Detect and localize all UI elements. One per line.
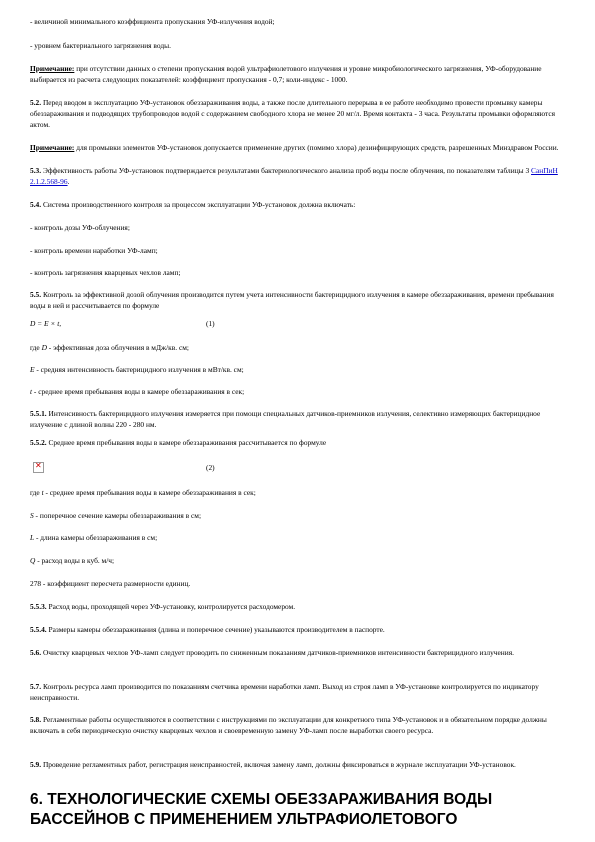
paragraph-text: - расход воды в куб. м/ч;: [35, 556, 115, 565]
paragraph: [30, 681, 570, 703]
formula-number: (1): [206, 319, 215, 328]
symbol: Q: [30, 556, 36, 565]
clause-number: 5.5.: [30, 290, 42, 299]
clause-number: 5.8.: [30, 715, 42, 724]
paragraph-text: - контроль дозы УФ-облучения;: [30, 223, 130, 232]
clause-number: 5.5.1.: [30, 409, 47, 418]
note-label: Примечание:: [30, 64, 75, 73]
paragraph-text: Очистку кварцевых чехлов УФ-ламп следует проводить по сниженным показаниям датчиков-приемников интенсивности бактерицидного излучения.: [41, 648, 514, 657]
paragraph-text: - длина камеры обеззараживания в см;: [34, 533, 158, 542]
paragraph: [30, 165, 570, 187]
paragraph: [30, 647, 570, 658]
clause-number: 5.3.: [30, 166, 42, 175]
paragraph: [30, 578, 570, 589]
note-paragraph: [30, 142, 570, 153]
symbol: S: [30, 511, 34, 520]
clause-number: 5.5.2.: [30, 438, 47, 447]
symbol: t: [41, 488, 44, 497]
paragraph-text: - эффективная доза облучения в мДж/кв. см;: [46, 343, 189, 352]
paragraph-text: - контроль загрязнения кварцевых чехлов ламп;: [30, 268, 181, 277]
paragraph: [30, 624, 570, 635]
paragraph: [30, 199, 570, 210]
paragraph: [30, 759, 570, 770]
paragraph-text: - среднее время пребывания воды в камере обеззараживания в сек;: [32, 387, 245, 396]
paragraph: [30, 408, 570, 430]
clause-number: 5.7.: [30, 682, 42, 691]
paragraph: [30, 16, 570, 27]
definition: [30, 342, 570, 353]
symbol: D: [41, 343, 47, 352]
paragraph-text: - уровнем бактериального загрязнения воды.: [30, 41, 171, 50]
note-paragraph: [30, 63, 570, 85]
paragraph-text: Расход воды, проходящей через УФ-установку, контролируется расходомером.: [46, 602, 296, 611]
paragraph-tail: .: [67, 177, 70, 186]
paragraph-text: - среднее время пребывания воды в камере обеззараживания в сек;: [43, 488, 256, 497]
definition: [30, 487, 570, 498]
clause-number: 5.4.: [30, 200, 42, 209]
list-item: [30, 222, 570, 233]
clause-number: 5.5.4.: [30, 625, 47, 634]
symbol: E: [30, 365, 35, 374]
paragraph-text: - контроль времени наработки УФ-ламп;: [30, 246, 158, 255]
paragraph: [30, 40, 570, 51]
formula-expression: D = E × t,: [30, 319, 62, 328]
list-item: [30, 267, 570, 278]
definition: [30, 555, 570, 566]
paragraph-text: - средняя интенсивность бактерицидного излучения в мВт/кв. см;: [34, 365, 244, 374]
paragraph-text: для промывки элементов УФ-установок допускается применение других (помимо хлора) дезинфицирующих средств, разрешенных Минздравом России.: [74, 143, 559, 152]
paragraph-text: - величиной минимального коэффициента пропускания УФ-излучения водой;: [30, 17, 275, 26]
paragraph: [30, 97, 570, 130]
sanpin-link[interactable]: СанПиН 2.1.2.568-96: [30, 166, 558, 186]
paragraph-text: 278 - коэффициент пересчета размерности единиц.: [30, 579, 191, 588]
clause-number: 5.6.: [30, 648, 42, 657]
clause-number: 5.5.3.: [30, 602, 47, 611]
symbol: t: [30, 387, 33, 396]
paragraph-text: Регламентные работы осуществляются в соответствии с инструкциями по эксплуатации для конкретного типа УФ-установок и в обязательном порядке должны включать в себя периодическую очистку кварцевых чехлов и своевременную замену УФ-ламп после выработки своего ресурса.: [30, 715, 547, 735]
clause-number: 5.9.: [30, 760, 42, 769]
paragraph-text: Перед вводом в эксплуатацию УФ-установок обеззараживания воды, а также после длительного перерыва в ее работе необходимо провести промывку камеры обеззараживания и подводящих трубопроводов водой с содержанием свободного хлора не менее 20 мг/л. Время контакта - 3 часа. Результаты промывки оформляются актом.: [30, 98, 556, 129]
paragraph-text: Размеры камеры обеззараживания (длина и поперечное сечение) указываются производителем в паспорте.: [46, 625, 385, 634]
paragraph-text: при отсутствии данных о степени пропускания водой ультрафиолетового излучения и уровне микробиологического загрязнения, УФ-оборудование выбирается из расчета следующих показателей: коэффициент пропускания - 0,7; коли-индекс - 1000.: [30, 64, 542, 84]
paragraph-text: Система производственного контроля за процессом эксплуатации УФ-установок должна включать:: [41, 200, 356, 209]
paragraph-text: Эффективность работы УФ-установок подтверждается результатами бактериологического анализа проб воды после облучения, по показателям таблицы 3: [41, 166, 532, 175]
formula-number: (2): [206, 463, 215, 472]
definition: [30, 532, 570, 543]
paragraph: [30, 714, 570, 736]
paragraph-text: Контроль ресурса ламп производится по показаниям счетчика времени наработки ламп. Выход из строя ламп в УФ-установке контролируется по индикатору неисправности.: [30, 682, 539, 702]
paragraph: [30, 601, 570, 612]
definition-prefix: где: [30, 488, 42, 497]
note-label: Примечание:: [30, 143, 75, 152]
paragraph-text: Контроль за эффективной дозой облучения производится путем учета интенсивности бактерицидного излучения в камере обеззараживания, времени пребывания воды в ней и рассчитывается по формуле: [30, 290, 554, 310]
paragraph: [30, 289, 570, 311]
definition: [30, 364, 570, 375]
definition-prefix: где: [30, 343, 42, 352]
paragraph: [30, 437, 570, 448]
paragraph-text: Интенсивность бактерицидного излучения измеряется при помощи специальных датчиков-приемников излучения, селективно измеряющих бактерицидное излучение с длиной волны 220 - 280 нм.: [30, 409, 541, 429]
section-heading: 6. ТЕХНОЛОГИЧЕСКИЕ СХЕМЫ ОБЕЗЗАРАЖИВАНИЯ ВОДЫ БАССЕЙНОВ С ПРИМЕНЕНИЕМ УЛЬТРАФИОЛЕТОВОГО: [30, 791, 493, 828]
definition: [30, 386, 570, 397]
formula-1: [30, 319, 570, 333]
formula-2: [30, 462, 570, 476]
list-item: [30, 245, 570, 256]
clause-number: 5.2.: [30, 98, 42, 107]
paragraph-text: - поперечное сечение камеры обеззараживания в см;: [33, 511, 202, 520]
paragraph-text: Проведение регламентных работ, регистрация неисправностей, включая замену ламп, должны фиксироваться в журнале эксплуатации УФ-установок.: [41, 760, 516, 769]
broken-image-icon: [33, 462, 44, 473]
symbol: L: [30, 533, 35, 542]
paragraph-text: Среднее время пребывания воды в камере обеззараживания рассчитывается по формуле: [46, 438, 327, 447]
definition: [30, 510, 570, 521]
